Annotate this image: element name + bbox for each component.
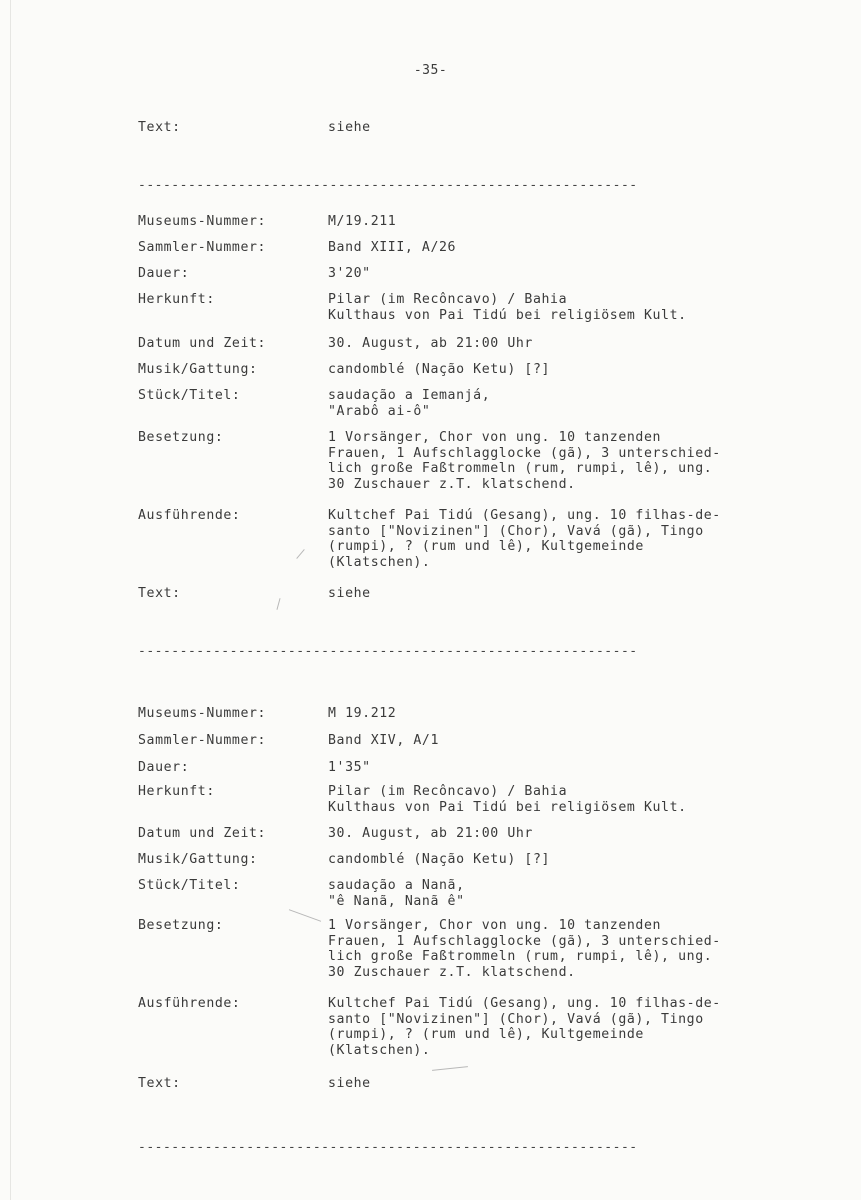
instrumentation-value: 1 Vorsänger, Chor von ung. 10 tanzenden Frauen, 1 Aufschlagglocke (gã), 3 unterschied- lich große Faßtrommeln (rum, rumpi, lê), ung. 30 Zuschauer z.T. klatschend.: [328, 430, 721, 492]
title-label: Stück/Titel:: [138, 878, 241, 893]
origin-value: Pilar (im Recôncavo) / Bahia Kulthaus von Pai Tidú bei religiösem Kult.: [328, 784, 687, 815]
entry-2-title-row: [138, 878, 818, 909]
collector-number-label: Sammler-Nummer:: [138, 240, 267, 255]
instrumentation-label: Besetzung:: [138, 430, 224, 445]
entry-1-collector-row: [138, 240, 818, 256]
entry-2-datetime-row: [138, 826, 818, 842]
text-value: siehe: [328, 586, 371, 601]
title-value: saudação a Iemanjá, "Arabô ai-ô": [328, 388, 491, 419]
datetime-value: 30. August, ab 21:00 Uhr: [328, 826, 533, 841]
duration-label: Dauer:: [138, 266, 190, 281]
collector-number-value: Band XIV, A/1: [328, 733, 440, 748]
text-value: siehe: [328, 1076, 371, 1091]
collector-number-label: Sammler-Nummer:: [138, 733, 267, 748]
scan-mark: [432, 1066, 468, 1071]
instrumentation-label: Besetzung:: [138, 918, 224, 933]
genre-value: candomblé (Nação Ketu) [?]: [328, 852, 551, 867]
entry-1-title-row: [138, 388, 818, 419]
entry-2-text-row: [138, 1076, 818, 1092]
separator-line: ------------------------------------------------------------: [138, 1140, 638, 1155]
entry-1-performers-row: [138, 508, 818, 570]
entry-2-museum-row: [138, 706, 818, 722]
page-number: -35-: [413, 63, 448, 78]
text-label: Text:: [138, 1076, 181, 1091]
museum-number-label: Museums-Nummer:: [138, 214, 267, 229]
entry-1-museum-row: [138, 214, 818, 230]
performers-value: Kultchef Pai Tidú (Gesang), ung. 10 filhas-de- santo ["Novizinen"] (Chor), Vavá (gã), Tingo (rumpi), ? (rum und lê), Kultgemeinde (Klatschen).: [328, 508, 721, 570]
duration-value: 3'20": [328, 266, 371, 281]
entry-1-datetime-row: [138, 336, 818, 352]
entry-1-duration-row: [138, 266, 818, 282]
entry-2-genre-row: [138, 852, 818, 868]
duration-value: 1'35": [328, 760, 371, 775]
entry-2-duration-row: [138, 760, 818, 776]
datetime-label: Datum und Zeit:: [138, 336, 267, 351]
title-value: saudação a Nanã, "ê Nanã, Nanã ê": [328, 878, 465, 909]
duration-label: Dauer:: [138, 760, 190, 775]
performers-label: Ausführende:: [138, 996, 241, 1011]
museum-number-value: M 19.212: [328, 706, 397, 721]
entry-2-instrumentation-row: [138, 918, 818, 980]
title-label: Stück/Titel:: [138, 388, 241, 403]
entry-1-origin-row: [138, 292, 818, 323]
museum-number-value: M/19.211: [328, 214, 397, 229]
entry-2-performers-row: [138, 996, 818, 1058]
origin-label: Herkunft:: [138, 292, 215, 307]
text-label: Text:: [138, 586, 181, 601]
entry-2-collector-row: [138, 733, 818, 749]
entry-2-origin-row: [138, 784, 818, 815]
instrumentation-value: 1 Vorsänger, Chor von ung. 10 tanzenden Frauen, 1 Aufschlagglocke (gã), 3 unterschied- lich große Faßtrommeln (rum, rumpi, lê), ung. 30 Zuschauer z.T. klatschend.: [328, 918, 721, 980]
field-value: siehe: [328, 120, 371, 135]
separator-line: ------------------------------------------------------------: [138, 644, 638, 659]
entry-1-genre-row: [138, 362, 818, 378]
genre-label: Musik/Gattung:: [138, 852, 258, 867]
datetime-label: Datum und Zeit:: [138, 826, 267, 841]
entry-1-instrumentation-row: [138, 430, 818, 492]
scan-mark: [10, 0, 11, 1200]
origin-label: Herkunft:: [138, 784, 215, 799]
museum-number-label: Museums-Nummer:: [138, 706, 267, 721]
performers-label: Ausführende:: [138, 508, 241, 523]
genre-value: candomblé (Nação Ketu) [?]: [328, 362, 551, 377]
separator-line: ------------------------------------------------------------: [138, 178, 638, 193]
genre-label: Musik/Gattung:: [138, 362, 258, 377]
entry-1-text-row: [138, 586, 818, 602]
datetime-value: 30. August, ab 21:00 Uhr: [328, 336, 533, 351]
intro-text-row: [138, 120, 818, 136]
collector-number-value: Band XIII, A/26: [328, 240, 457, 255]
origin-value: Pilar (im Recôncavo) / Bahia Kulthaus von Pai Tidú bei religiösem Kult.: [328, 292, 687, 323]
field-label: Text:: [138, 120, 181, 135]
performers-value: Kultchef Pai Tidú (Gesang), ung. 10 filhas-de- santo ["Novizinen"] (Chor), Vavá (gã), Tingo (rumpi), ? (rum und lê), Kultgemeinde (Klatschen).: [328, 996, 721, 1058]
